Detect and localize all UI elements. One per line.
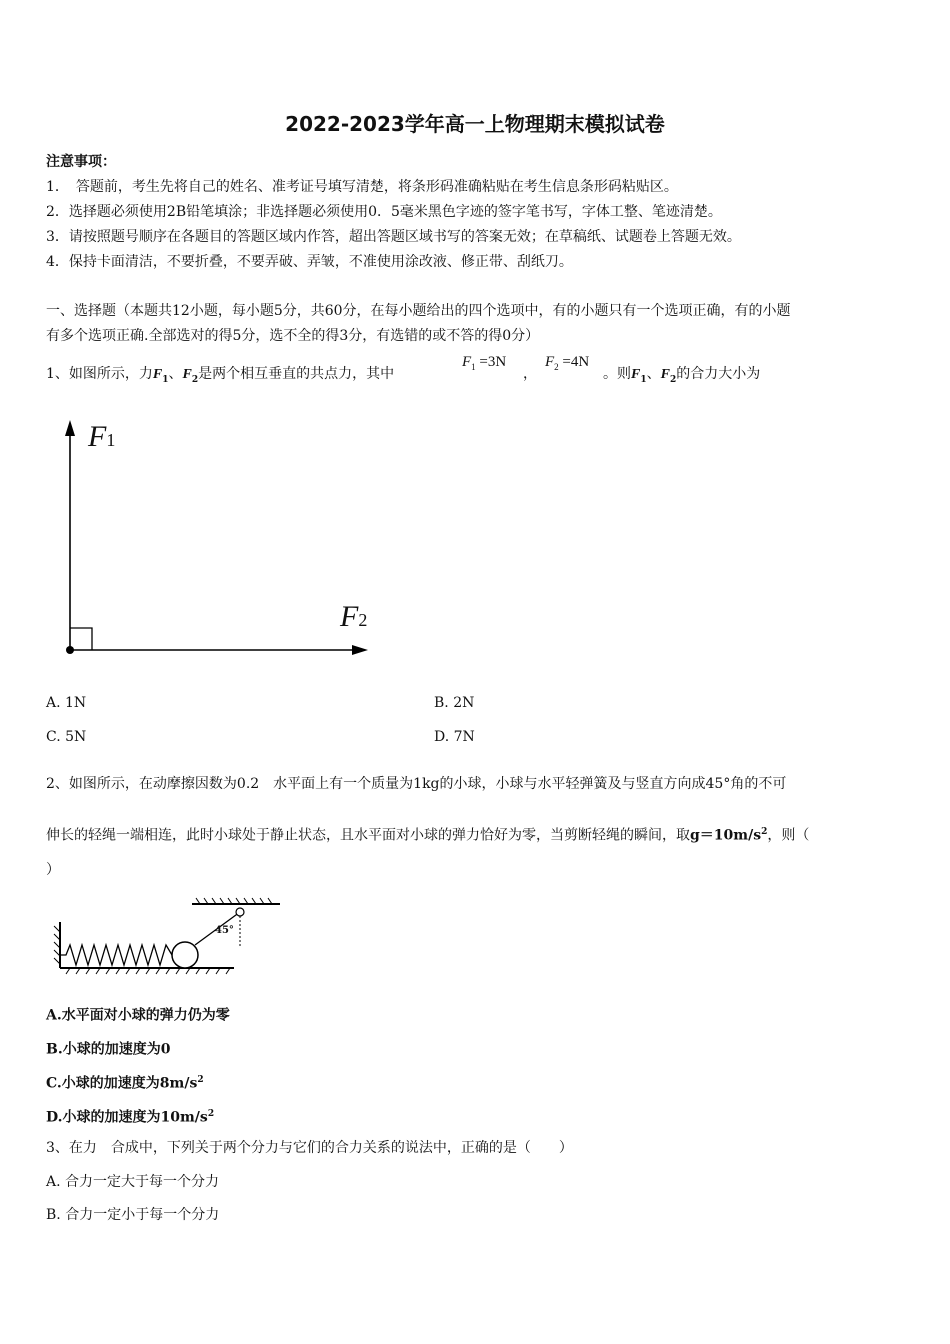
q1-formula-f1: $F_1 =3N$ [462,354,507,372]
section-heading-line1: 一、选择题（本题共12小题，每小题5分，共60分，在每小题给出的四个选项中，有的小题只有一个选项正确，有的小题 [46,303,791,319]
q2-option-a[interactable]: A.水平面对小球的弹力仍为零 [46,1007,230,1024]
q2-option-b[interactable]: B.小球的加速度为0 [46,1041,171,1058]
q1-comma: ， [523,366,537,382]
q2-stem-line1: 2、如图所示，在动摩擦因数为0.2 水平面上有一个质量为1kg的小球，小球与水平轻弹簧及与竖直方向成45°角的不可 [46,776,787,792]
q1-option-c[interactable]: C. 5N [46,729,87,745]
q2-option-c[interactable]: C.小球的加速度为$8m/s^2$ [46,1075,204,1092]
q1-option-a[interactable]: A. 1N [46,695,87,711]
page-title: 2022-2023学年高一上物理期末模拟试卷 [285,112,665,136]
q2-angle-label: 45° [215,925,234,936]
section-heading-line2: 有多个选项正确.全部选对的得5分，选不全的得3分，有选错的或不答的得0分） [46,328,540,344]
q3-option-b[interactable]: B. 合力一定小于每一个分力 [46,1207,220,1223]
notice-item-2: 2．选择题必须使用2B铅笔填涂；非选择题必须使用0．5毫米黑色字迹的签字笔书写，字体工整、笔迹清楚。 [46,204,722,220]
notice-heading: 注意事项： [46,154,116,170]
q1-option-b[interactable]: B. 2N [434,695,475,711]
notice-item-1: 1． 答题前，考生先将自己的姓名、准考证号填写清楚，将条形码准确粘贴在考生信息条形码粘贴区。 [46,179,678,195]
q1-formula-f2: $F_2 =4N$ [545,354,590,372]
q2-stem-line2: 伸长的轻绳一端相连，此时小球处于静止状态，且水平面对小球的弹力恰好为零，当剪断轻绳的瞬间，取$g=10m/s^2$，则（ [46,827,810,844]
notice-item-3: 3．请按照题号顺序在各题目的答题区域内作答，超出答题区域书写的答案无效；在草稿纸、试题卷上答题无效。 [46,229,741,245]
q3-stem: 3、在力 合成中，下列关于两个分力与它们的合力关系的说法中，正确的是（ ） [46,1140,573,1156]
q2-stem-line3: ） [46,862,60,878]
q2-option-d[interactable]: D.小球的加速度为$10m/s^2$ [46,1109,215,1126]
q1-stem: 1、如图所示，力$F_1$、$F_2$是两个相互垂直的共点力，其中 [46,366,395,385]
q1-stem-tail: 。则$F_1$、$F_2$的合力大小为 [603,366,761,385]
q1-label-f1: F1 [88,420,116,453]
q3-option-a[interactable]: A. 合力一定大于每一个分力 [46,1174,220,1190]
q1-label-f2: F2 [340,600,368,633]
notice-item-4: 4．保持卡面清洁，不要折叠，不要弄破、弄皱，不准使用涂改液、修正带、刮纸刀。 [46,254,573,270]
q1-option-d[interactable]: D. 7N [434,729,475,745]
